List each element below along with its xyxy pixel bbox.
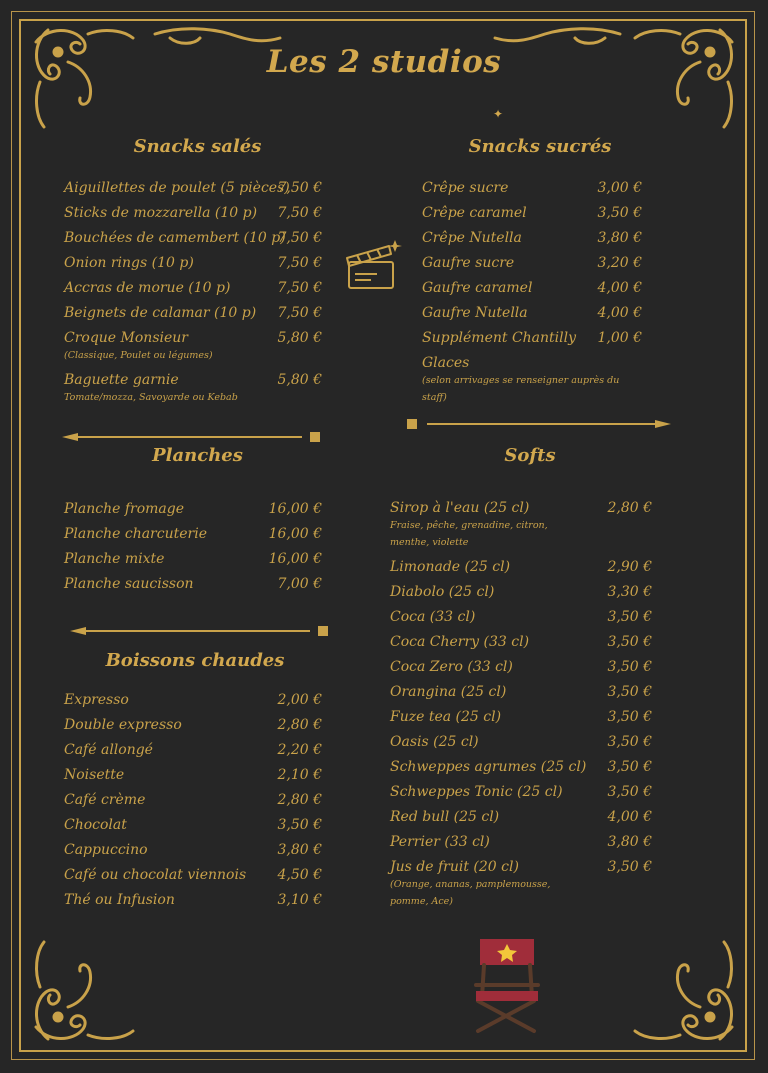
menu-item-price: 16,00 € <box>268 551 322 567</box>
menu-item-price: 16,00 € <box>268 526 322 542</box>
menu-item-price: 3,50 € <box>607 634 652 650</box>
menu-item-price: 3,50 € <box>607 659 652 675</box>
menu-item-name: Coca Zero (33 cl) <box>390 659 513 675</box>
menu-item-name: Cappuccino <box>64 842 148 858</box>
menu-item-name: Perrier (33 cl) <box>390 834 490 850</box>
menu-item-price: 2,90 € <box>607 559 652 575</box>
divider-left-top <box>60 430 325 444</box>
menu-item-name: Café ou chocolat viennois <box>64 867 247 883</box>
menu-item-name: Coca Cherry (33 cl) <box>390 634 530 650</box>
menu-item-name: Crêpe sucre <box>422 180 509 196</box>
menu-item-price: 3,80 € <box>607 834 652 850</box>
menu-item-price: 4,00 € <box>597 280 642 296</box>
menu-item-name: Supplément Chantilly <box>422 330 577 346</box>
menu-item-name: Double expresso <box>64 717 182 733</box>
menu-item-price: 2,80 € <box>607 500 652 516</box>
menu-item-name: Gaufre Nutella <box>422 305 528 321</box>
menu-item-name: Fuze tea (25 cl) <box>390 709 502 725</box>
menu-item-note: Tomate/mozza, Savoyarde ou Kebab <box>64 392 238 403</box>
menu-item-price: 7,50 € <box>277 230 322 246</box>
menu-item-price: 2,00 € <box>277 692 322 708</box>
menu-item-name: Glaces <box>422 355 470 371</box>
menu-item-price: 5,80 € <box>277 372 322 388</box>
menu-item-name: Gaufre caramel <box>422 280 533 296</box>
ornament-corner-icon <box>28 937 138 1047</box>
menu-item-price: 7,50 € <box>277 205 322 221</box>
menu-item-name: Chocolat <box>64 817 127 833</box>
menu-item-price: 3,50 € <box>597 205 642 221</box>
menu-item-price: 3,50 € <box>607 784 652 800</box>
menu-item-name: Café crème <box>64 792 146 808</box>
menu-item-price: 5,80 € <box>277 330 322 346</box>
menu-item-name: Oasis (25 cl) <box>390 734 479 750</box>
menu-item-name: Thé ou Infusion <box>64 892 175 908</box>
menu-item-name: Diabolo (25 cl) <box>390 584 495 600</box>
menu-item-name: Crêpe Nutella <box>422 230 522 246</box>
menu-item-name: Sticks de mozzarella (10 p) <box>64 205 258 221</box>
menu-item-price: 3,20 € <box>597 255 642 271</box>
menu-item-name: Onion rings (10 p) <box>64 255 194 271</box>
menu-item-price: 2,80 € <box>277 792 322 808</box>
menu-item-name: Schweppes agrumes (25 cl) <box>390 759 587 775</box>
heading-planches: Planches <box>152 445 243 466</box>
menu-item-price: 4,00 € <box>607 809 652 825</box>
menu-item-name: Sirop à l'eau (25 cl) <box>390 500 530 516</box>
menu-item-price: 3,50 € <box>607 609 652 625</box>
heading-boissons-chaudes: Boissons chaudes <box>105 650 285 671</box>
menu-item-price: 7,50 € <box>277 280 322 296</box>
divider-left-bottom <box>68 624 333 638</box>
heading-snacks-sales: Snacks salés <box>133 136 262 157</box>
menu-item-name: Schweppes Tonic (25 cl) <box>390 784 563 800</box>
menu-item-price: 3,50 € <box>607 759 652 775</box>
page-title: Les 2 studios <box>266 44 502 80</box>
menu-item-price: 4,00 € <box>597 305 642 321</box>
menu-item-price: 3,50 € <box>607 709 652 725</box>
menu-item-name: Jus de fruit (20 cl) <box>390 859 519 875</box>
menu-item-note: (Orange, ananas, pamplemousse, pomme, Ace) <box>390 879 551 907</box>
menu-item-price: 3,80 € <box>277 842 322 858</box>
menu-item-name: Aiguillettes de poulet (5 pièces) <box>64 180 290 196</box>
menu-item-price: 3,50 € <box>607 684 652 700</box>
menu-item-price: 3,30 € <box>607 584 652 600</box>
menu-item-name: Café allongé <box>64 742 153 758</box>
ornament-corner-icon <box>630 937 740 1047</box>
clapperboard-icon <box>343 238 403 294</box>
menu-item-price: 3,50 € <box>607 859 652 875</box>
menu-item-note: Fraise, pêche, grenadine, citron, menthe, violette <box>390 520 548 548</box>
menu-item-name: Coca (33 cl) <box>390 609 476 625</box>
menu-item-price: 3,10 € <box>277 892 322 908</box>
menu-item-price: 3,00 € <box>597 180 642 196</box>
menu-item-name: Crêpe caramel <box>422 205 527 221</box>
menu-item-price: 7,50 € <box>277 180 322 196</box>
menu-item-price: 4,50 € <box>277 867 322 883</box>
menu-item-note: (Classique, Poulet ou légumes) <box>64 350 213 361</box>
menu-item-name: Planche charcuterie <box>64 526 207 542</box>
menu-item-name: Noisette <box>64 767 125 783</box>
menu-item-name: Beignets de calamar (10 p) <box>64 305 257 321</box>
menu-item-name: Gaufre sucre <box>422 255 515 271</box>
menu-item-name: Baguette garnie <box>64 372 179 388</box>
menu-item-price: 16,00 € <box>268 501 322 517</box>
menu-item-price: 3,80 € <box>597 230 642 246</box>
menu-item-name: Expresso <box>64 692 129 708</box>
menu-item-note: (selon arrivages se renseigner auprès du staff) <box>422 375 620 403</box>
menu-item-price: 7,50 € <box>277 305 322 321</box>
directors-chair-icon <box>464 935 548 1035</box>
menu-item-name: Planche saucisson <box>64 576 194 592</box>
menu-item-price: 1,00 € <box>597 330 642 346</box>
heading-softs: Softs <box>504 445 556 466</box>
menu-item-price: 2,20 € <box>277 742 322 758</box>
menu-item-name: Accras de morue (10 p) <box>64 280 231 296</box>
menu-item-price: 3,50 € <box>607 734 652 750</box>
menu-item-name: Bouchées de camembert (10 p) <box>64 230 286 246</box>
menu-item-name: Red bull (25 cl) <box>390 809 500 825</box>
menu-item-price: 2,10 € <box>277 767 322 783</box>
menu-item-name: Planche fromage <box>64 501 185 517</box>
menu-item-name: Limonade (25 cl) <box>390 559 511 575</box>
menu-item-price: 7,00 € <box>277 576 322 592</box>
menu-item-name: Planche mixte <box>64 551 165 567</box>
heading-snacks-sucres: Snacks sucrés <box>468 136 612 157</box>
menu-item-price: 2,80 € <box>277 717 322 733</box>
divider-right-top <box>405 417 673 431</box>
menu-item-name: Croque Monsieur <box>64 330 188 346</box>
menu-item-price: 7,50 € <box>277 255 322 271</box>
menu-item-price: 3,50 € <box>277 817 322 833</box>
menu-item-name: Orangina (25 cl) <box>390 684 507 700</box>
sparkle-icon: ✦ <box>493 107 504 121</box>
